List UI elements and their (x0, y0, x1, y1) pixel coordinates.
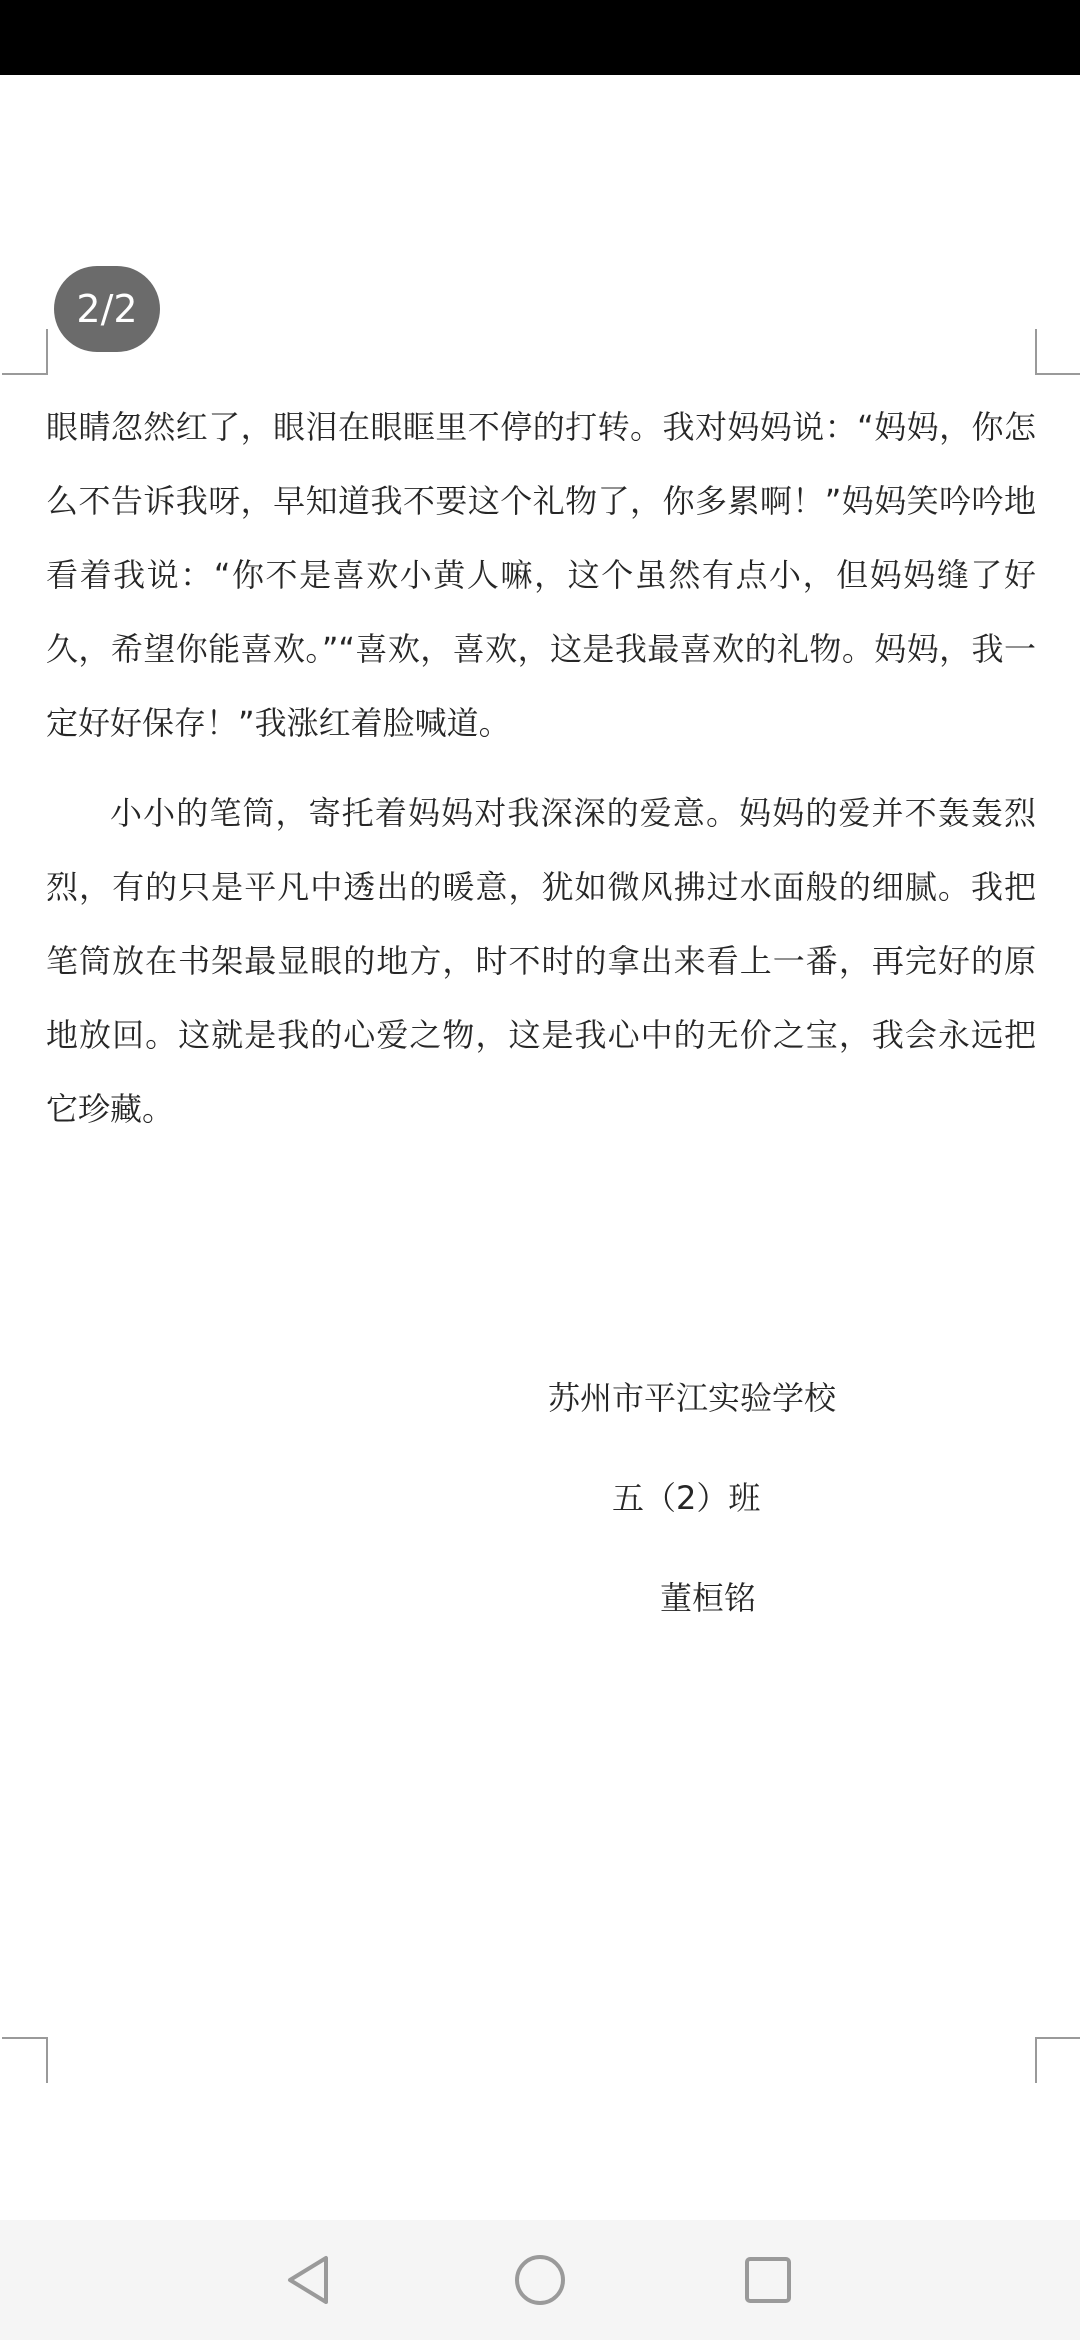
document-body (46, 390, 1036, 1146)
recents-button[interactable] (732, 2244, 804, 2316)
paragraph: 眼睛忽然红了，眼泪在眼眶里不停的打转。我对妈妈说：“妈妈，你怎么不告诉我呀，早知道我不要这个礼物了，你多累啊！”妈妈笑吟吟地看着我说：“你不是喜欢小黄人嘛，这个虽然有点小，但妈妈缝了好久，希望你能喜欢。”“喜欢，喜欢，这是我最喜欢的礼物。妈妈，我一定好好保存！”我涨红着脸喊道。 (46, 408, 1036, 742)
back-button[interactable] (274, 2244, 346, 2316)
bottom-left-margin-mark (2, 2037, 48, 2083)
signature-class: 五（2）班 (612, 1479, 761, 1517)
bottom-right-margin-mark (1035, 2037, 1080, 2083)
signature-author: 董桓铭 (660, 1579, 757, 1617)
home-button[interactable] (504, 2244, 576, 2316)
status-bar (0, 0, 1080, 75)
top-left-margin-mark (2, 329, 48, 375)
recents-square-icon (732, 2244, 804, 2316)
back-triangle-icon (274, 2244, 346, 2316)
top-right-margin-mark (1035, 329, 1080, 375)
navigation-bar (0, 2220, 1080, 2340)
paragraph: 小小的笔筒，寄托着妈妈对我深深的爱意。妈妈的爱并不轰轰烈烈，有的只是平凡中透出的暖意，犹如微风拂过水面般的细腻。我把笔筒放在书架最显眼的地方，时不时的拿出来看上一番，再完好的原地放回。这就是我的心爱之物，这是我心中的无价之宝，我会永远把它珍藏。 (46, 794, 1036, 1128)
page-indicator-badge: 2/2 (54, 266, 160, 352)
signature-school: 苏州市平江实验学校 (548, 1379, 837, 1417)
home-circle-icon (504, 2244, 576, 2316)
